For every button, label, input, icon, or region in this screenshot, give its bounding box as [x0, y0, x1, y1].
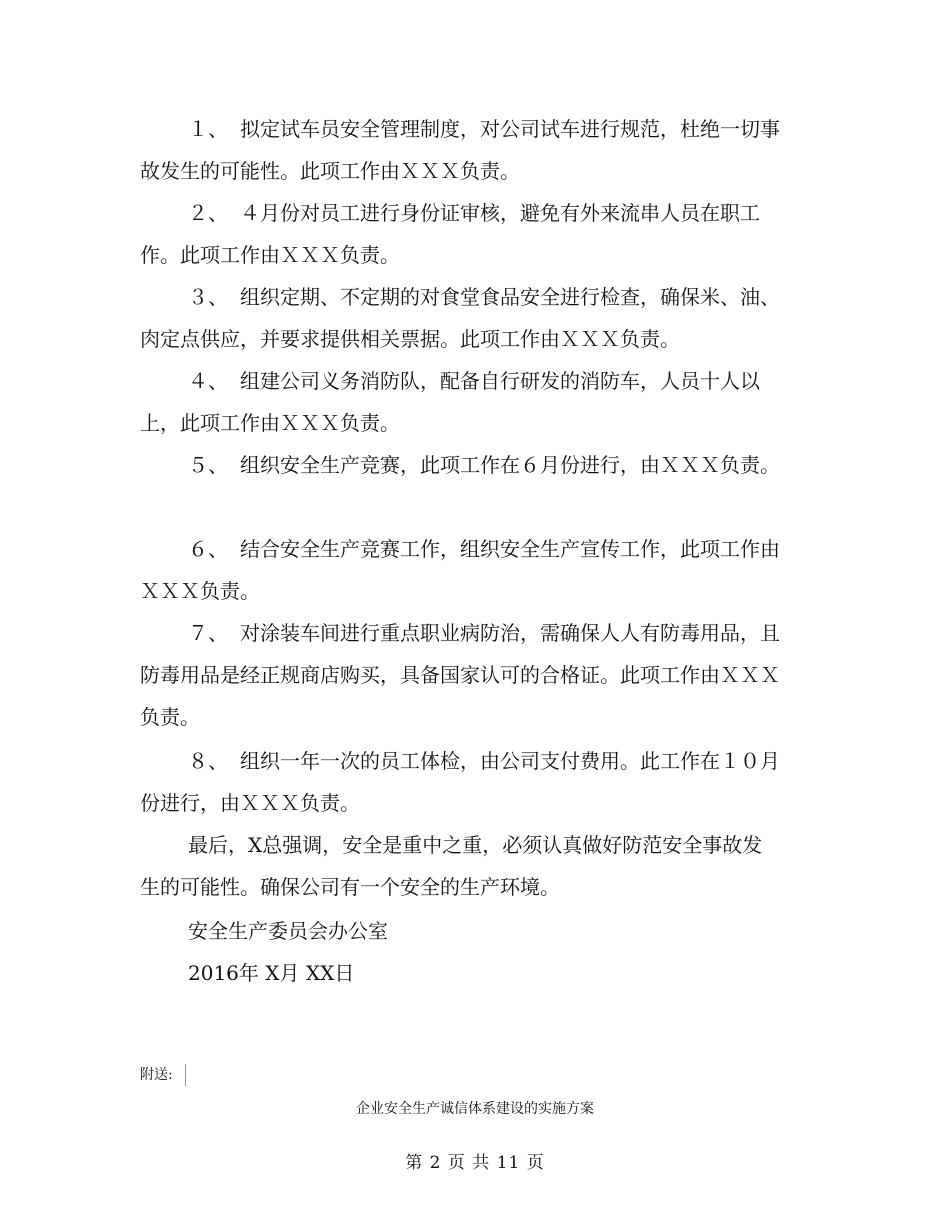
signature: 安全生产委员会办公室: [188, 919, 388, 943]
item-4-number: ４、: [188, 369, 228, 393]
item-6: [140, 528, 780, 612]
item-4-text: 组建公司义务消防队，配备自行研发的消防车，人员十人以上，此项工作由ＸＸＸ负责。: [140, 369, 760, 435]
item-1: [140, 108, 780, 192]
item-2: [140, 192, 780, 276]
item-8-text: 组织一年一次的员工体检，由公司支付费用。此工作在１０月份进行，由ＸＸＸ负责。: [140, 749, 780, 815]
item-2-text: ４月份对员工进行身份证审核，避免有外来流串人员在职工作。此项工作由ＸＸＸ负责。: [140, 201, 760, 267]
item-5-text: 组织安全生产竞赛，此项工作在６月份进行，由ＸＸＸ负责。: [240, 453, 780, 477]
item-4: [140, 360, 780, 444]
item-3: [140, 276, 780, 360]
item-8: [140, 740, 780, 824]
closing-paragraph: 最后，X总强调，安全是重中之重，必须认真做好防范安全事故发生的可能性。确保公司有一个安全的生产环境。: [140, 833, 763, 899]
item-2-number: ２、: [188, 201, 228, 225]
item-5: [140, 444, 780, 486]
related-document-title[interactable]: 企业安全生产诚信体系建设的实施方案: [356, 1101, 594, 1117]
item-6-number: ６、: [188, 537, 228, 561]
item-1-text: 拟定试车员安全管理制度，对公司试车进行规范，杜绝一切事故发生的可能性。此项工作由ＸＸＸ负责。: [140, 117, 780, 183]
item-7-text: 对涂装车间进行重点职业病防治，需确保人人有防毒用品，且防毒用品是经正规商店购买，具备国家认可的合格证。此项工作由ＸＸＸ负责。: [140, 621, 780, 729]
item-7: [140, 612, 780, 738]
item-6-text: 结合安全生产竞赛工作，组织安全生产宣传工作，此项工作由ＸＸＸ负责。: [140, 537, 780, 603]
page-footer: 第 2 页 共 11 页: [405, 1153, 545, 1173]
date: 2016年 X月 XX日: [188, 961, 355, 985]
item-3-text: 组织定期、不定期的对食堂食品安全进行检查，确保米、油、肉定点供应，并要求提供相关票据。此项工作由ＸＸＸ负责。: [140, 285, 780, 351]
item-8-number: ８、: [188, 749, 228, 773]
item-5-number: ５、: [188, 453, 228, 477]
item-7-number: ７、: [188, 621, 228, 645]
item-1-number: １、: [188, 117, 228, 141]
attachment-line: [140, 1064, 186, 1086]
attachment-label: 附送:: [140, 1067, 173, 1083]
item-3-number: ３、: [188, 285, 228, 309]
divider: [185, 1064, 186, 1086]
